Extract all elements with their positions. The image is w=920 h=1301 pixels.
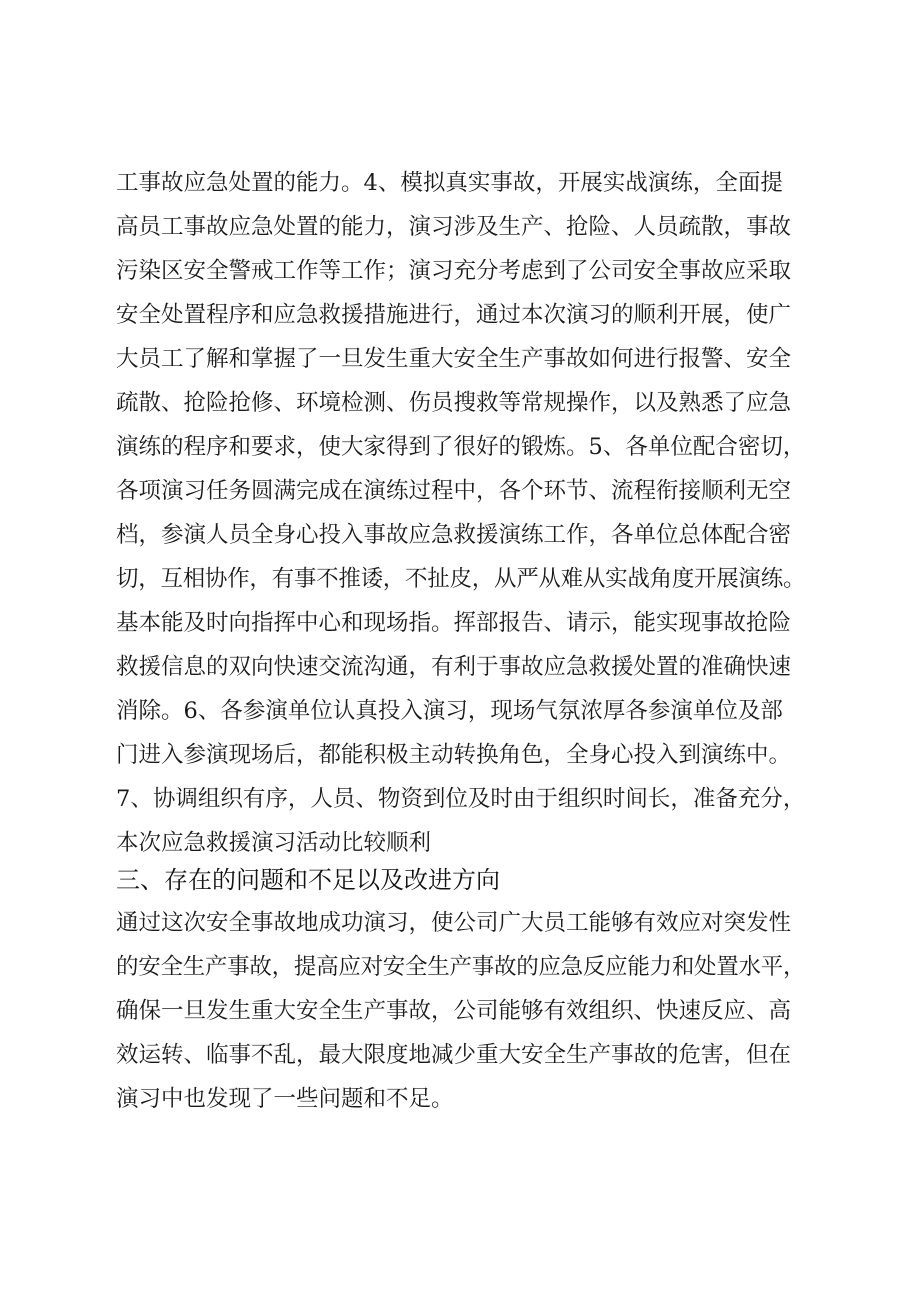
paragraph-line: 高员工事故应急处置的能力，演习涉及生产、抢险、人员疏散，事故	[116, 214, 792, 240]
paragraph-line: 演练的程序和要求，使大家得到了很好的锻炼。5、各单位配合密切，	[116, 434, 806, 460]
paragraph-line: 大员工了解和掌握了一旦发生重大安全生产事故如何进行报警、安全	[116, 346, 792, 372]
paragraph-line: 安全处置程序和应急救援措施进行，通过本次演习的顺利开展，使广	[116, 302, 792, 328]
paragraph-line: 7、协调组织有序，人员、物资到位及时由于组织时间长，准备充分，	[116, 786, 806, 812]
paragraph-line: 消除。6、各参演单位认真投入演习，现场气氛浓厚各参演单位及部	[116, 698, 783, 724]
paragraph-line: 演习中也发现了一些问题和不足。	[116, 1086, 454, 1112]
paragraph-line: 效运转、临事不乱，最大限度地减少重大安全生产事故的危害，但在	[116, 1042, 792, 1068]
paragraph-line: 切，互相协作，有事不推诿，不扯皮，从严从难从实战角度开展演练。	[116, 566, 806, 592]
paragraph-line: 确保一旦发生重大安全生产事故，公司能够有效组织、快速反应、高	[116, 998, 792, 1024]
paragraph-line: 工事故应急处置的能力。4、模拟真实事故，开展实战演练，全面提	[116, 170, 783, 196]
paragraph-line: 档，参演人员全身心投入事故应急救援演练工作，各单位总体配合密	[116, 522, 792, 548]
paragraph-line: 基本能及时向指挥中心和现场指。挥部报告、请示，能实现事故抢险	[116, 610, 792, 636]
paragraph-line: 污染区安全警戒工作等工作；演习充分考虑到了公司安全事故应采取	[116, 258, 792, 284]
paragraph-line: 救援信息的双向快速交流沟通，有利于事故应急救援处置的准确快速	[116, 654, 792, 680]
section-heading: 三、存在的问题和不足以及改进方向	[116, 866, 500, 894]
paragraph-line: 通过这次安全事故地成功演习，使公司广大员工能够有效应对突发性	[116, 910, 792, 936]
paragraph-line: 的安全生产事故，提高应对安全生产事故的应急反应能力和处置水平，	[116, 954, 806, 980]
paragraph-line: 本次应急救援演习活动比较顺利	[116, 830, 432, 856]
paragraph-line: 门进入参演现场后，都能积极主动转换角色，全身心投入到演练中。	[116, 742, 792, 768]
paragraph-line: 疏散、抢险抢修、环境检测、伤员搜救等常规操作，以及熟悉了应急	[116, 390, 792, 416]
paragraph-line: 各项演习任务圆满完成在演练过程中，各个环节、流程衔接顺利无空	[116, 478, 792, 504]
